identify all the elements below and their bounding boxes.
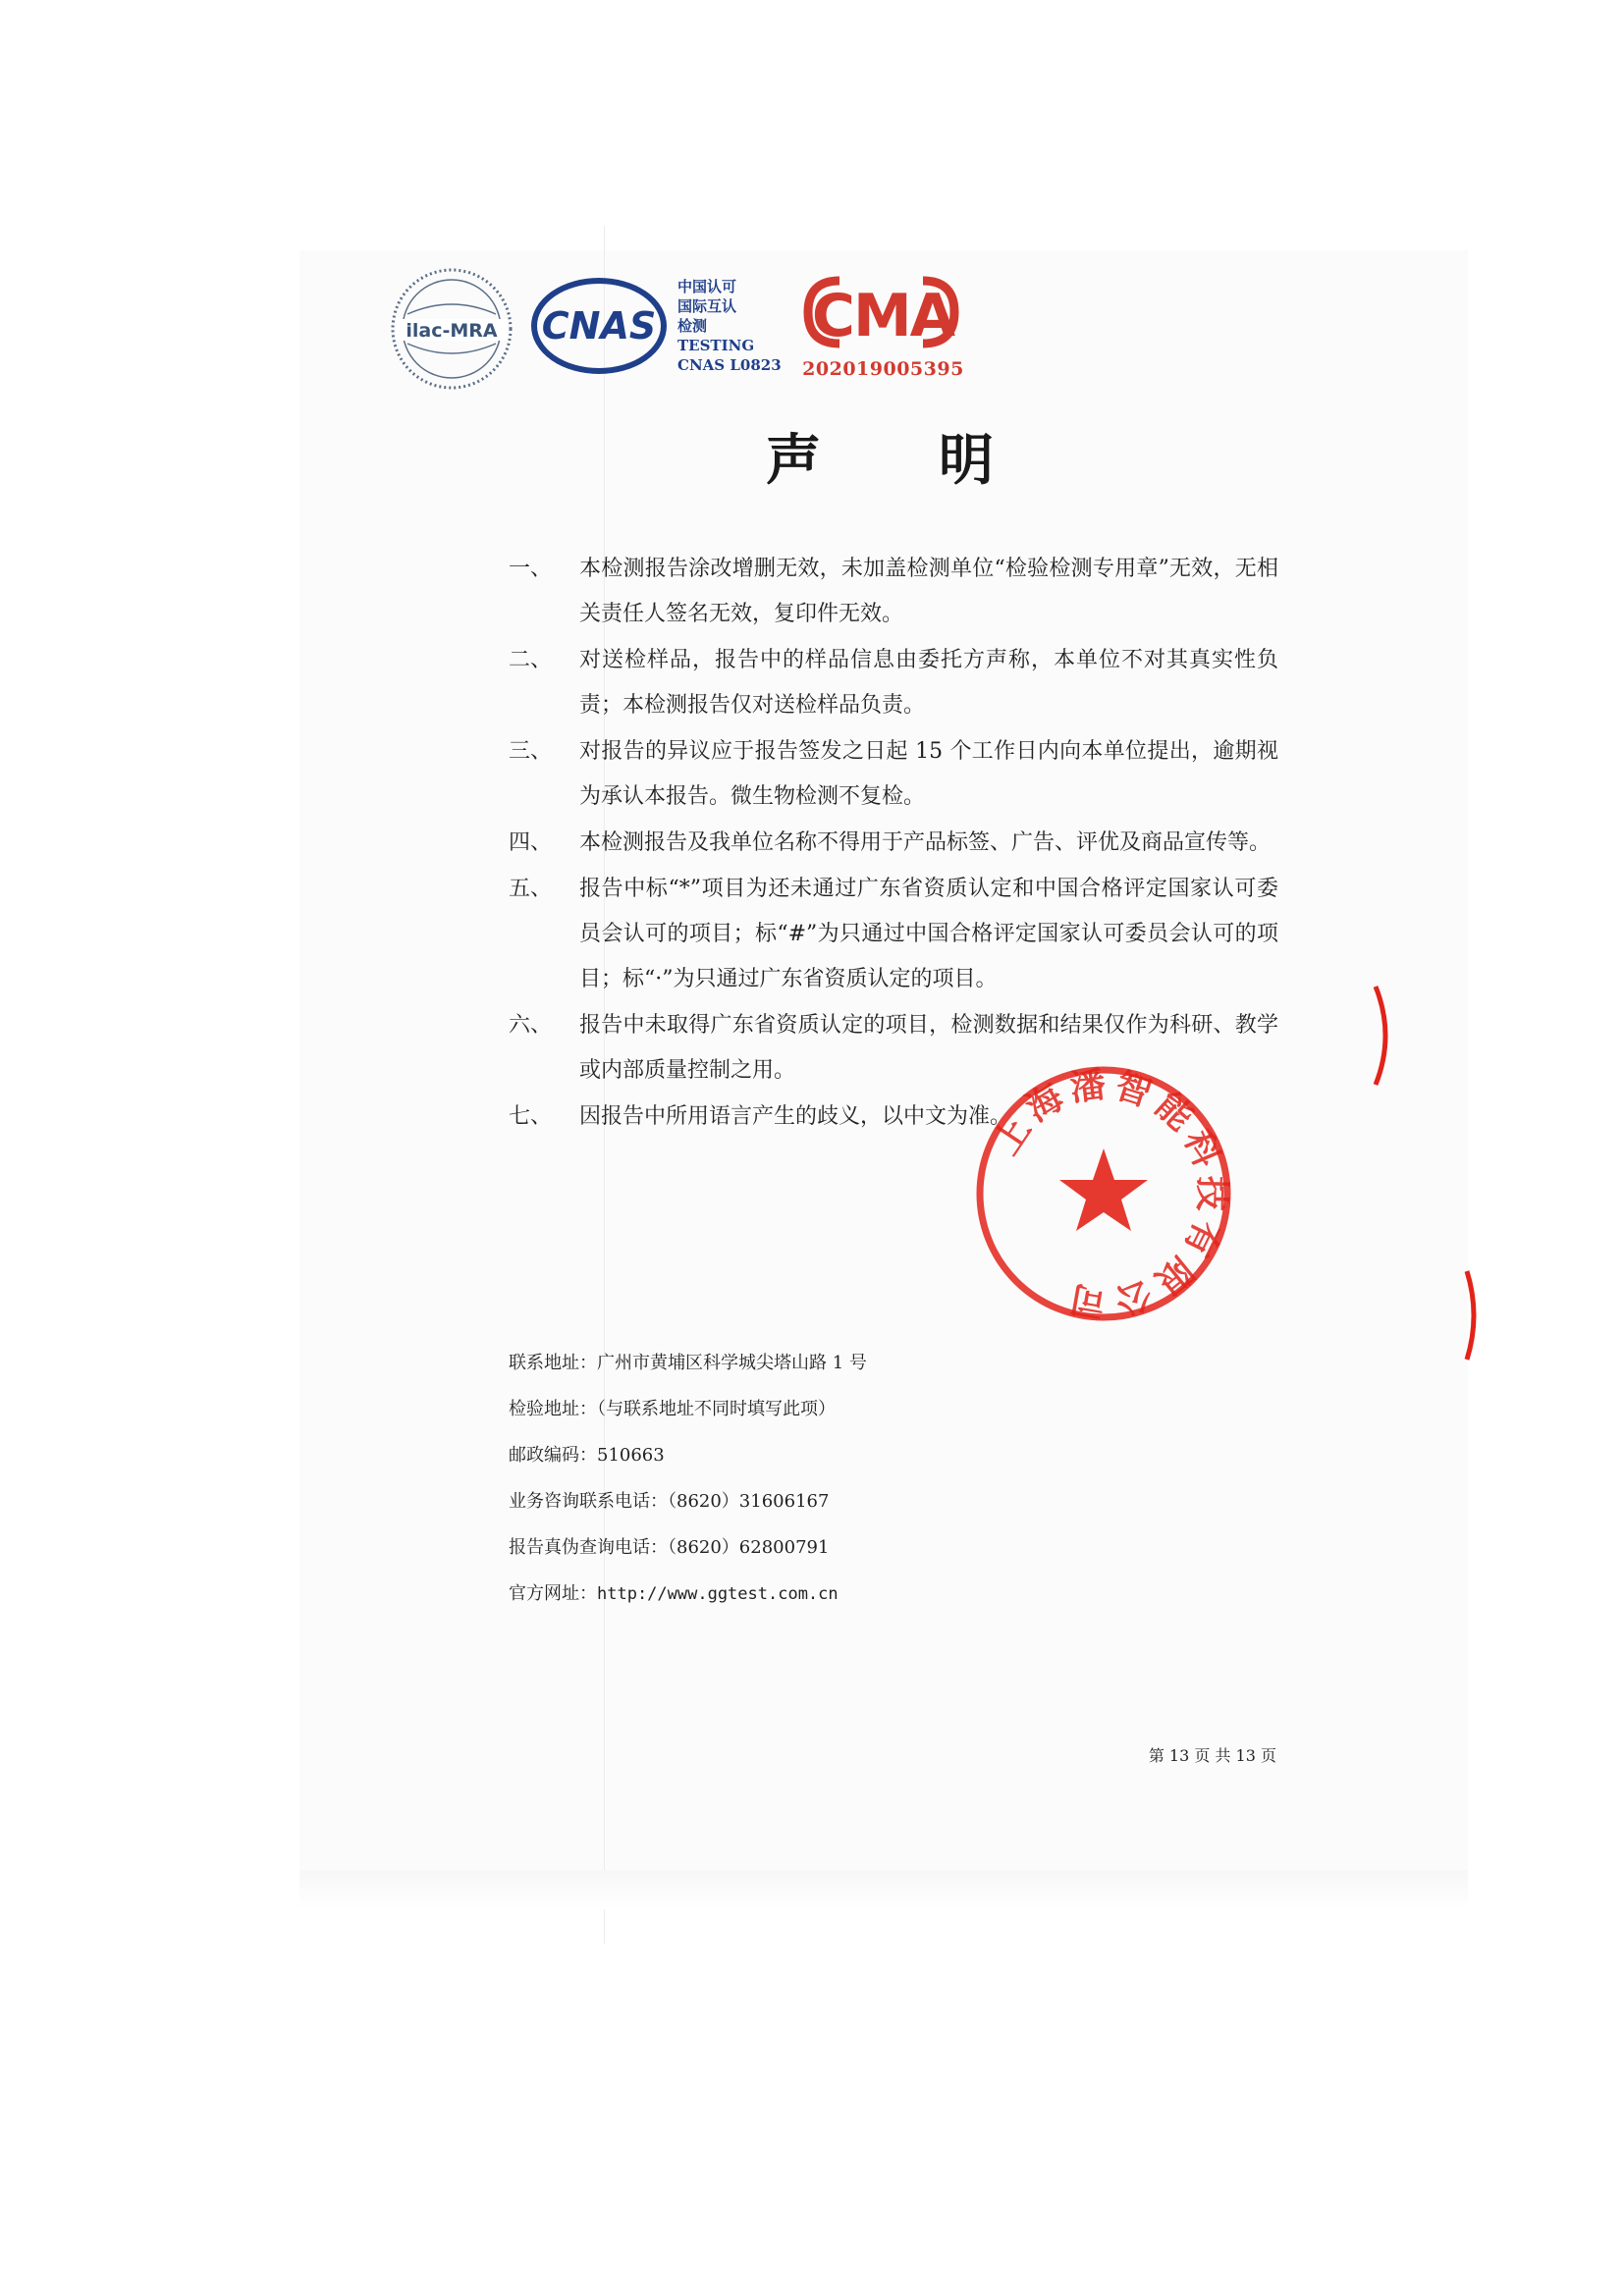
- clause-text: 本检测报告及我单位名称不得用于产品标签、广告、评优及商品宣传等。: [579, 830, 1272, 855]
- contact-value: （与联系地址不同时填写此项）: [597, 1399, 836, 1419]
- page-edge-seal-mark: [1463, 1266, 1483, 1364]
- contact-value: （8620）31606167: [668, 1491, 830, 1512]
- cma-certificate-number: 202019005395: [802, 358, 964, 380]
- seal-text: 上海潘智能科技有限公司: [985, 1063, 1233, 1324]
- clause-item: [509, 821, 1274, 866]
- contact-label: 业务咨询联系电话：: [509, 1491, 668, 1512]
- contact-postcode: [509, 1432, 1196, 1478]
- clause-number: 四、: [509, 830, 553, 855]
- contact-website: [509, 1571, 1196, 1618]
- clause-item: [509, 867, 1278, 1002]
- contact-label: 官方网址：: [509, 1583, 597, 1604]
- seal-star-icon: [1059, 1148, 1148, 1231]
- clause-text: 对送检样品，报告中的样品信息由委托方声称，本单位不对其真实性负责；本检测报告仅对送检样品负责。: [579, 648, 1278, 718]
- clause-number: 一、: [509, 557, 553, 581]
- cnas-caption-line: 国际互认: [677, 297, 737, 315]
- contact-value: http://www.ggtest.com.cn: [597, 1584, 839, 1604]
- contact-value: 510663: [597, 1445, 665, 1466]
- cnas-caption: [677, 277, 795, 375]
- cnas-caption-line: TESTING: [677, 337, 755, 354]
- page-title: 声明: [766, 428, 1111, 493]
- company-seal: [972, 1062, 1235, 1325]
- contact-verify-phone: [509, 1524, 1196, 1571]
- contact-value: （8620）62800791: [668, 1537, 830, 1558]
- clause-item: [509, 729, 1278, 820]
- cnas-logo: [530, 277, 668, 375]
- clause-number: 七、: [509, 1104, 553, 1129]
- clause-text: 因报告中所用语言产生的歧义，以中文为准。: [579, 1104, 1012, 1129]
- clause-text: 对报告的异议应于报告签发之日起 15 个工作日内向本单位提出，逾期视为承认本报告。微生物检测不复检。: [579, 739, 1278, 809]
- page-edge-seal-mark: [1370, 982, 1399, 1090]
- cnas-caption-line: CNAS L0823: [677, 356, 782, 374]
- clause-number: 六、: [509, 1013, 553, 1038]
- clause-text: 报告中标“*”项目为还未通过广东省资质认定和中国合格评定国家认可委员会认可的项目；标“#”为只通过中国合格评定国家认可委员会认可的项目；标“·”为只通过广东省资质认定的项目。: [579, 877, 1278, 991]
- contact-label: 检验地址：: [509, 1399, 597, 1419]
- clause-number: 二、: [509, 648, 553, 672]
- contact-address: [509, 1340, 1196, 1386]
- cnas-caption-line: 检测: [677, 317, 708, 335]
- contact-label: 报告真伪查询电话：: [509, 1537, 668, 1558]
- contact-business-phone: [509, 1478, 1196, 1524]
- contact-label: 联系地址：: [509, 1353, 597, 1373]
- cnas-logo-text: CNAS: [541, 304, 657, 347]
- clause-number: 三、: [509, 739, 553, 764]
- contact-label: 邮政编码：: [509, 1445, 597, 1466]
- cma-logo-text: CMA: [811, 282, 954, 350]
- statement-clauses: [509, 547, 1278, 1141]
- contact-inspection-address: [509, 1386, 1196, 1432]
- ilac-logo-text: ilac-MRA: [406, 320, 498, 342]
- clause-text: 本检测报告涂改增删无效，未加盖检测单位“检验检测专用章”无效，无相关责任人签名无效，复印件无效。: [579, 557, 1278, 626]
- cma-logo: [800, 273, 962, 351]
- sheet-bottom-edge: [299, 1870, 1468, 1909]
- contact-value: 广州市黄埔区科学城尖塔山路 1 号: [597, 1353, 867, 1373]
- cnas-caption-line: 中国认可: [677, 278, 737, 295]
- clause-text: 报告中未取得广东省资质认定的项目，检测数据和结果仅作为科研、教学或内部质量控制之用。: [579, 1013, 1278, 1083]
- page-number: 第 13 页 共 13 页: [1148, 1746, 1276, 1765]
- clause-item: [509, 638, 1278, 728]
- contact-info: [509, 1340, 1196, 1618]
- ilac-mra-logo: [388, 265, 515, 393]
- clause-item: [509, 547, 1278, 637]
- clause-number: 五、: [509, 877, 553, 901]
